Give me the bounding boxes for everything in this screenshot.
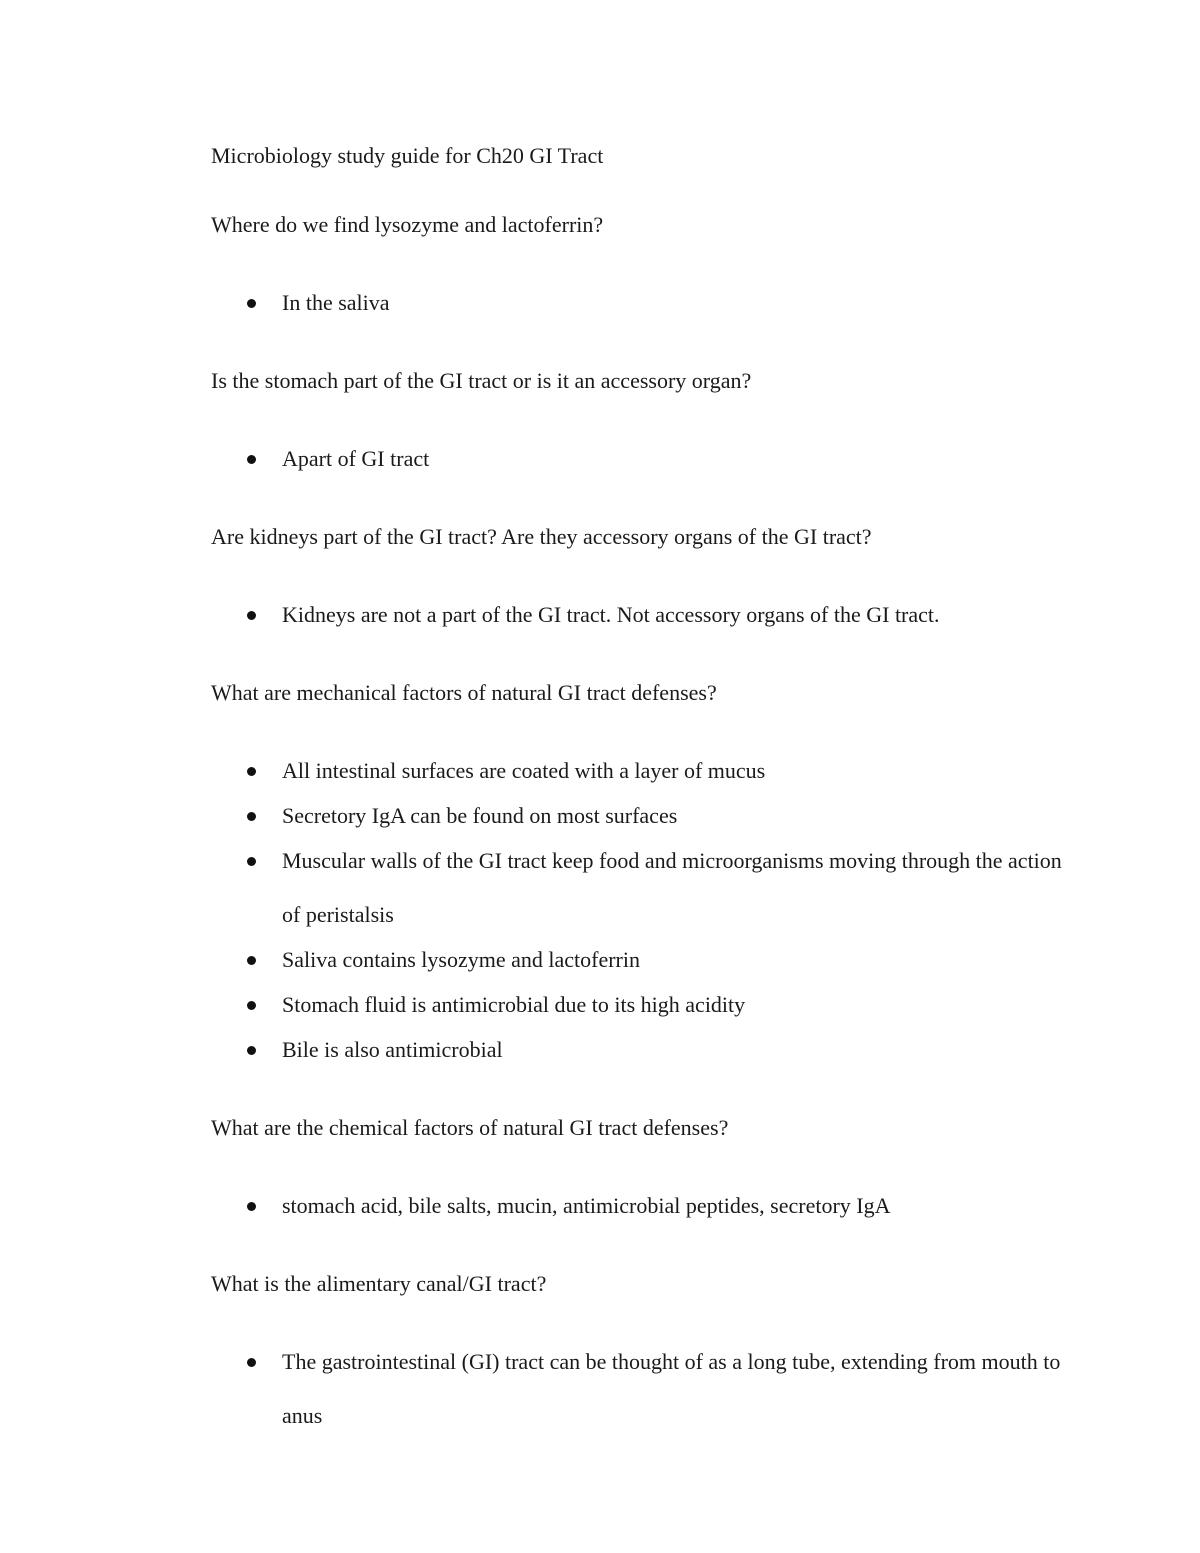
answer-list-3: [211, 588, 1071, 642]
bullet-icon: [247, 455, 256, 464]
answer-list-5: [211, 1179, 1071, 1233]
list-item: [211, 1023, 1071, 1077]
answer-text: Saliva contains lysozyme and lactoferrin: [282, 947, 640, 972]
document-title: Microbiology study guide for Ch20 GI Tract: [211, 143, 604, 168]
bullet-icon: [247, 1001, 256, 1010]
answer-text: stomach acid, bile salts, mucin, antimicrobial peptides, secretory IgA: [282, 1193, 891, 1218]
bullet-icon: [247, 1046, 256, 1055]
answer-list-2: [211, 432, 1071, 486]
list-item: [211, 1335, 1071, 1443]
answer-text: Secretory IgA can be found on most surfaces: [282, 803, 678, 828]
question-3: Are kidneys part of the GI tract? Are they accessory organs of the GI tract?: [211, 524, 872, 549]
answer-text: Stomach fluid is antimicrobial due to its high acidity: [282, 992, 746, 1017]
list-item: [211, 1179, 1071, 1233]
answer-text: Muscular walls of the GI tract keep food and microorganisms moving through the action of peristalsis: [282, 848, 1062, 927]
answer-list-4: [211, 744, 1071, 1077]
answer-text: In the saliva: [282, 290, 390, 315]
question-6: What is the alimentary canal/GI tract?: [211, 1271, 547, 1296]
bullet-icon: [247, 956, 256, 965]
answer-text: Bile is also antimicrobial: [282, 1037, 503, 1062]
answer-text: Apart of GI tract: [282, 446, 430, 471]
list-item: [211, 834, 1071, 942]
question-2: Is the stomach part of the GI tract or is it an accessory organ?: [211, 368, 752, 393]
document-body: [211, 138, 1071, 1476]
answer-list-6: [211, 1335, 1071, 1443]
bullet-icon: [247, 1358, 256, 1367]
question-1: Where do we find lysozyme and lactoferrin?: [211, 212, 604, 237]
bullet-icon: [247, 1202, 256, 1211]
bullet-icon: [247, 767, 256, 776]
answer-text: The gastrointestinal (GI) tract can be thought of as a long tube, extending from mouth to anus: [282, 1349, 1061, 1428]
answer-text: Kidneys are not a part of the GI tract. Not accessory organs of the GI tract.: [282, 602, 940, 627]
question-4: What are mechanical factors of natural GI tract defenses?: [211, 680, 717, 705]
answer-text: All intestinal surfaces are coated with a layer of mucus: [282, 758, 766, 783]
bullet-icon: [247, 812, 256, 821]
list-item: [211, 276, 1071, 330]
answer-list-1: [211, 276, 1071, 330]
list-item: [211, 588, 1071, 642]
list-item: [211, 432, 1071, 486]
bullet-icon: [247, 857, 256, 866]
question-5: What are the chemical factors of natural GI tract defenses?: [211, 1115, 729, 1140]
bullet-icon: [247, 299, 256, 308]
bullet-icon: [247, 611, 256, 620]
